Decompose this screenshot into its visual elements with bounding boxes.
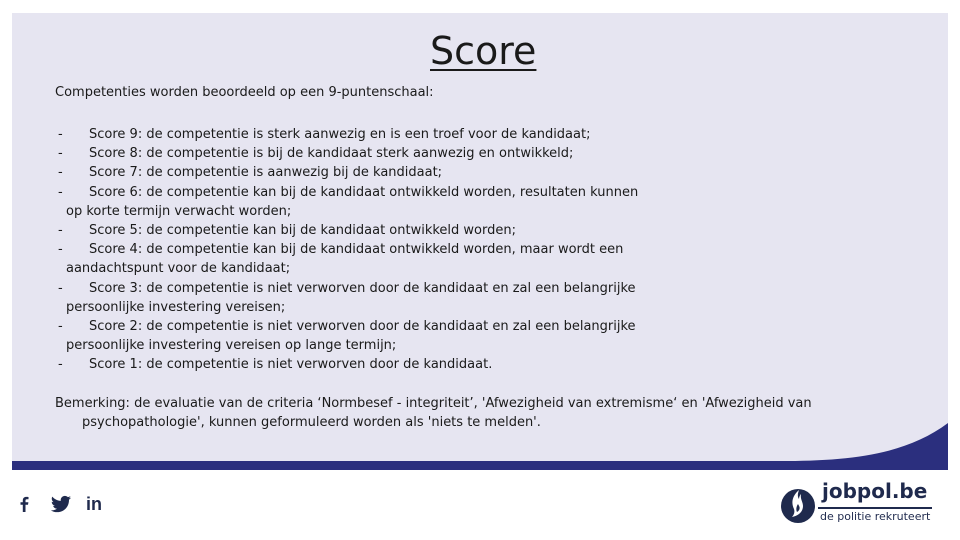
- list-item: [58, 279, 656, 317]
- list-item-text: Score 2: de competentie is niet verworven door de kandidaat en zal een belangrijke: [89, 319, 636, 335]
- list-item: [58, 183, 656, 221]
- list-item-continuation: persoonlijke investering vereisen;: [66, 299, 286, 315]
- bullet-dash: -: [58, 280, 63, 296]
- remark-line-2: psychopathologie', kunnen geformuleerd worden als 'niets te melden'.: [82, 415, 541, 431]
- bullet-dash: -: [58, 127, 63, 142]
- list-item: [58, 125, 656, 144]
- list-item: [58, 144, 656, 163]
- bullet-dash: -: [58, 165, 63, 181]
- list-item-text: Score 7: de competentie is aanwezig bij de kandidaat;: [89, 165, 443, 181]
- list-item-text: Score 1: de competentie is niet verworven door de kandidaat.: [89, 357, 493, 373]
- bullet-dash: -: [58, 146, 63, 162]
- police-flame-icon: [780, 484, 816, 528]
- facebook-icon[interactable]: [16, 494, 32, 514]
- social-links: [12, 491, 102, 517]
- list-item-text: Score 9: de competentie is sterk aanwezig en is een troef voor de kandidaat;: [89, 127, 591, 142]
- list-item: [58, 163, 656, 182]
- bullet-dash: -: [58, 319, 63, 335]
- list-item-text: Score 6: de competentie kan bij de kandidaat ontwikkeld worden, resultaten kunnen: [89, 184, 639, 200]
- score-list: [58, 125, 656, 375]
- list-item-continuation: op korte termijn verwacht worden;: [66, 203, 292, 219]
- bullet-dash: -: [58, 184, 63, 200]
- list-item-continuation: persoonlijke investering vereisen op lange termijn;: [66, 338, 397, 354]
- remark-text: [55, 394, 835, 433]
- list-item-text: Score 8: de competentie is bij de kandidaat sterk aanwezig en ontwikkeld;: [89, 146, 574, 162]
- list-item-continuation: aandachtspunt voor de kandidaat;: [66, 261, 291, 277]
- bullet-dash: -: [58, 223, 63, 239]
- bullet-dash: -: [58, 357, 63, 373]
- bullet-dash: -: [58, 242, 63, 258]
- list-item-text: Score 4: de competentie kan bij de kandidaat ontwikkeld worden, maar wordt een: [89, 242, 624, 258]
- intro-text: Competenties worden beoordeeld op een 9-puntenschaal:: [55, 85, 434, 100]
- list-item-text: Score 3: de competentie is niet verworven door de kandidaat en zal een belangrijke: [89, 280, 636, 296]
- list-item: [58, 240, 656, 278]
- list-item: [58, 355, 656, 374]
- logo-tagline: de politie rekruteert: [820, 510, 931, 523]
- page-title: Score: [430, 29, 537, 73]
- list-item-text: Score 5: de competentie kan bij de kandidaat ontwikkeld worden;: [89, 223, 517, 239]
- remark-line-1: Bemerking: de evaluatie van de criteria ‘Normbesef - integriteit’, 'Afwezigheid van extremisme‘ en 'Afwezigheid van: [55, 396, 812, 411]
- twitter-icon[interactable]: [50, 494, 72, 514]
- jobpol-logo[interactable]: [780, 478, 940, 528]
- linkedin-icon[interactable]: in: [86, 494, 102, 514]
- logo-wordmark: jobpol.be: [822, 479, 928, 503]
- list-item: [58, 221, 656, 240]
- list-item: [58, 317, 656, 355]
